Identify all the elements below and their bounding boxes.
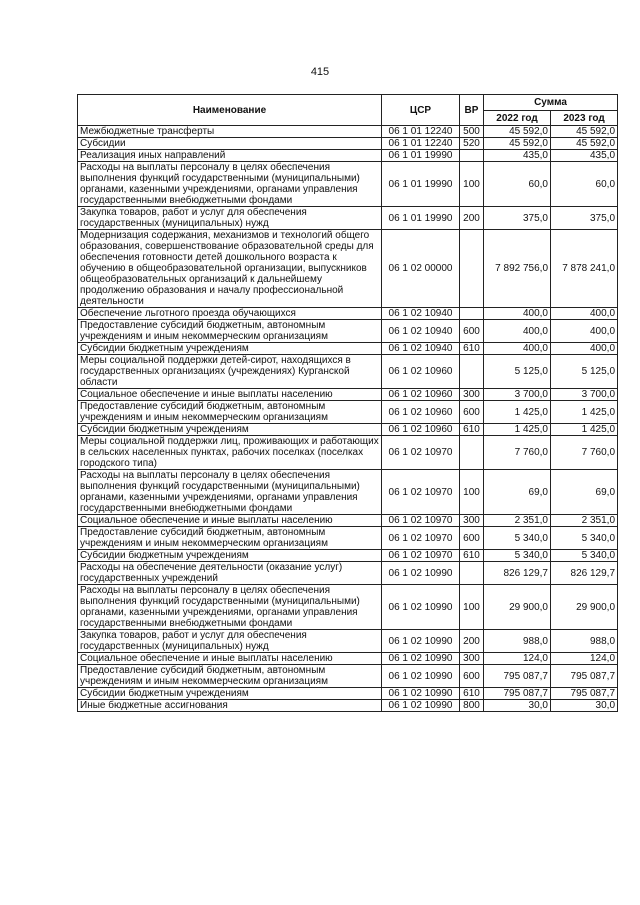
row-2023: 7 760,0 — [551, 436, 618, 470]
row-2022: 5 340,0 — [484, 550, 551, 562]
row-name: Расходы на выплаты персоналу в целях обеспечения выполнения функций государственными (муниципальными) органами, казенными учреждениями, органами управления государственными внебюджетными фондами — [78, 470, 382, 515]
row-2022: 5 125,0 — [484, 355, 551, 389]
row-2023: 45 592,0 — [551, 138, 618, 150]
table-row — [78, 527, 618, 550]
table-row — [78, 207, 618, 230]
table-row — [78, 585, 618, 630]
row-name: Социальное обеспечение и иные выплаты населению — [78, 389, 382, 401]
row-2023: 69,0 — [551, 470, 618, 515]
header-name: Наименование — [78, 95, 382, 126]
row-2022: 400,0 — [484, 308, 551, 320]
row-csr: 06 1 01 12240 — [382, 138, 460, 150]
row-csr: 06 1 02 10960 — [382, 424, 460, 436]
table-row — [78, 230, 618, 308]
row-2022: 795 087,7 — [484, 665, 551, 688]
row-2023: 30,0 — [551, 700, 618, 712]
row-2023: 2 351,0 — [551, 515, 618, 527]
row-name: Субсидии — [78, 138, 382, 150]
row-2023: 29 900,0 — [551, 585, 618, 630]
row-name: Меры социальной поддержки лиц, проживающих и работающих в сельских населенных пунктах, рабочих поселках (поселках городского типа) — [78, 436, 382, 470]
table-row — [78, 308, 618, 320]
row-2022: 2 351,0 — [484, 515, 551, 527]
table-row — [78, 515, 618, 527]
row-vr: 610 — [460, 688, 484, 700]
table-row — [78, 550, 618, 562]
row-2022: 3 700,0 — [484, 389, 551, 401]
row-name: Предоставление субсидий бюджетным, автономным учреждениям и иным некоммерческим организациям — [78, 320, 382, 343]
budget-table — [77, 94, 618, 712]
table-row — [78, 320, 618, 343]
row-2023: 5 340,0 — [551, 527, 618, 550]
table-row — [78, 343, 618, 355]
row-2023: 400,0 — [551, 320, 618, 343]
row-name: Предоставление субсидий бюджетным, автономным учреждениям и иным некоммерческим организациям — [78, 527, 382, 550]
row-vr — [460, 562, 484, 585]
row-vr: 300 — [460, 653, 484, 665]
row-csr: 06 1 02 10960 — [382, 401, 460, 424]
row-2023: 435,0 — [551, 150, 618, 162]
row-name: Расходы на обеспечение деятельности (оказание услуг) государственных учреждений — [78, 562, 382, 585]
row-2023: 60,0 — [551, 162, 618, 207]
row-csr: 06 1 02 10960 — [382, 355, 460, 389]
row-2022: 5 340,0 — [484, 527, 551, 550]
row-csr: 06 1 02 10990 — [382, 688, 460, 700]
row-csr: 06 1 02 10970 — [382, 470, 460, 515]
row-vr: 100 — [460, 162, 484, 207]
row-vr: 100 — [460, 470, 484, 515]
row-csr: 06 1 02 10970 — [382, 550, 460, 562]
row-csr: 06 1 02 10990 — [382, 562, 460, 585]
table-row — [78, 630, 618, 653]
table-row — [78, 653, 618, 665]
row-2023: 400,0 — [551, 343, 618, 355]
row-2022: 1 425,0 — [484, 424, 551, 436]
row-csr: 06 1 02 10990 — [382, 665, 460, 688]
row-name: Социальное обеспечение и иные выплаты населению — [78, 515, 382, 527]
row-name: Субсидии бюджетным учреждениям — [78, 688, 382, 700]
table-row — [78, 355, 618, 389]
table-row — [78, 562, 618, 585]
row-vr: 600 — [460, 527, 484, 550]
row-name: Иные бюджетные ассигнования — [78, 700, 382, 712]
table-row — [78, 150, 618, 162]
row-name: Обеспечение льготного проезда обучающихся — [78, 308, 382, 320]
row-csr: 06 1 02 10940 — [382, 320, 460, 343]
row-vr — [460, 436, 484, 470]
row-2022: 69,0 — [484, 470, 551, 515]
row-2023: 988,0 — [551, 630, 618, 653]
table-row — [78, 389, 618, 401]
header-sum: Сумма — [484, 95, 618, 111]
row-name: Субсидии бюджетным учреждениям — [78, 424, 382, 436]
row-2023: 5 125,0 — [551, 355, 618, 389]
row-2022: 45 592,0 — [484, 126, 551, 138]
row-vr: 200 — [460, 630, 484, 653]
table-row — [78, 436, 618, 470]
row-2023: 375,0 — [551, 207, 618, 230]
row-vr: 800 — [460, 700, 484, 712]
row-2023: 3 700,0 — [551, 389, 618, 401]
row-2023: 795 087,7 — [551, 688, 618, 700]
row-csr: 06 1 01 19990 — [382, 207, 460, 230]
row-2022: 60,0 — [484, 162, 551, 207]
row-csr: 06 1 02 10990 — [382, 585, 460, 630]
row-2023: 1 425,0 — [551, 401, 618, 424]
row-name: Предоставление субсидий бюджетным, автономным учреждениям и иным некоммерческим организациям — [78, 665, 382, 688]
row-csr: 06 1 02 10990 — [382, 700, 460, 712]
row-csr: 06 1 02 10940 — [382, 308, 460, 320]
row-name: Расходы на выплаты персоналу в целях обеспечения выполнения функций государственными (муниципальными) органами, казенными учреждениями, органами управления государственными внебюджетными фондами — [78, 585, 382, 630]
row-csr: 06 1 02 10940 — [382, 343, 460, 355]
row-name: Межбюджетные трансферты — [78, 126, 382, 138]
row-2022: 375,0 — [484, 207, 551, 230]
row-2022: 795 087,7 — [484, 688, 551, 700]
table-row — [78, 665, 618, 688]
row-name: Меры социальной поддержки детей-сирот, находящихся в государственных организациях (учреждениях) Курганской области — [78, 355, 382, 389]
table-row — [78, 162, 618, 207]
table-row — [78, 470, 618, 515]
row-2023: 7 878 241,0 — [551, 230, 618, 308]
table-row — [78, 688, 618, 700]
row-vr: 500 — [460, 126, 484, 138]
header-2023: 2023 год — [551, 111, 618, 126]
row-vr: 600 — [460, 320, 484, 343]
row-name: Закупка товаров, работ и услуг для обеспечения государственных (муниципальных) нужд — [78, 207, 382, 230]
row-2022: 45 592,0 — [484, 138, 551, 150]
header-2022: 2022 год — [484, 111, 551, 126]
row-name: Субсидии бюджетным учреждениям — [78, 550, 382, 562]
table-row — [78, 138, 618, 150]
row-2022: 29 900,0 — [484, 585, 551, 630]
row-csr: 06 1 02 10970 — [382, 515, 460, 527]
row-vr: 520 — [460, 138, 484, 150]
row-2022: 124,0 — [484, 653, 551, 665]
row-csr: 06 1 02 10990 — [382, 630, 460, 653]
row-vr: 610 — [460, 550, 484, 562]
row-csr: 06 1 02 10970 — [382, 436, 460, 470]
row-vr: 100 — [460, 585, 484, 630]
row-vr: 600 — [460, 665, 484, 688]
row-csr: 06 1 02 10990 — [382, 653, 460, 665]
table-body — [78, 126, 618, 712]
row-2023: 826 129,7 — [551, 562, 618, 585]
row-vr: 610 — [460, 424, 484, 436]
row-name: Закупка товаров, работ и услуг для обеспечения государственных (муниципальных) нужд — [78, 630, 382, 653]
row-2022: 400,0 — [484, 320, 551, 343]
row-vr: 610 — [460, 343, 484, 355]
row-2022: 7 760,0 — [484, 436, 551, 470]
row-csr: 06 1 01 12240 — [382, 126, 460, 138]
row-2022: 7 892 756,0 — [484, 230, 551, 308]
row-2022: 30,0 — [484, 700, 551, 712]
row-2022: 1 425,0 — [484, 401, 551, 424]
row-2022: 435,0 — [484, 150, 551, 162]
table-row — [78, 126, 618, 138]
page-number: 415 — [310, 66, 330, 78]
header-vr: ВР — [460, 95, 484, 126]
row-2023: 124,0 — [551, 653, 618, 665]
row-2023: 5 340,0 — [551, 550, 618, 562]
row-2022: 988,0 — [484, 630, 551, 653]
row-2023: 400,0 — [551, 308, 618, 320]
row-name: Модернизация содержания, механизмов и технологий общего образования, совершенствование образовательной среды для обеспечения готовности детей дошкольного возраста к обучению в общеобразовательной организации, выпускников общеобразовательных организаций к дальнейшему продолжению образования и началу профессиональной деятельности — [78, 230, 382, 308]
row-2023: 1 425,0 — [551, 424, 618, 436]
row-csr: 06 1 02 10960 — [382, 389, 460, 401]
header-csr: ЦСР — [382, 95, 460, 126]
row-vr — [460, 308, 484, 320]
row-vr — [460, 230, 484, 308]
row-2023: 45 592,0 — [551, 126, 618, 138]
row-2022: 400,0 — [484, 343, 551, 355]
row-vr: 200 — [460, 207, 484, 230]
row-name: Расходы на выплаты персоналу в целях обеспечения выполнения функций государственными (муниципальными) органами, казенными учреждениями, органами управления государственными внебюджетными фондами — [78, 162, 382, 207]
row-2022: 826 129,7 — [484, 562, 551, 585]
table-row — [78, 700, 618, 712]
row-csr: 06 1 01 19990 — [382, 162, 460, 207]
row-2023: 795 087,7 — [551, 665, 618, 688]
row-vr — [460, 355, 484, 389]
table-row — [78, 424, 618, 436]
table-row — [78, 401, 618, 424]
row-vr: 300 — [460, 515, 484, 527]
row-name: Субсидии бюджетным учреждениям — [78, 343, 382, 355]
row-vr: 600 — [460, 401, 484, 424]
table-header — [78, 95, 618, 126]
row-csr: 06 1 02 00000 — [382, 230, 460, 308]
row-name: Социальное обеспечение и иные выплаты населению — [78, 653, 382, 665]
row-name: Предоставление субсидий бюджетным, автономным учреждениям и иным некоммерческим организациям — [78, 401, 382, 424]
row-vr: 300 — [460, 389, 484, 401]
row-csr: 06 1 02 10970 — [382, 527, 460, 550]
row-csr: 06 1 01 19990 — [382, 150, 460, 162]
row-vr — [460, 150, 484, 162]
row-name: Реализация иных направлений — [78, 150, 382, 162]
